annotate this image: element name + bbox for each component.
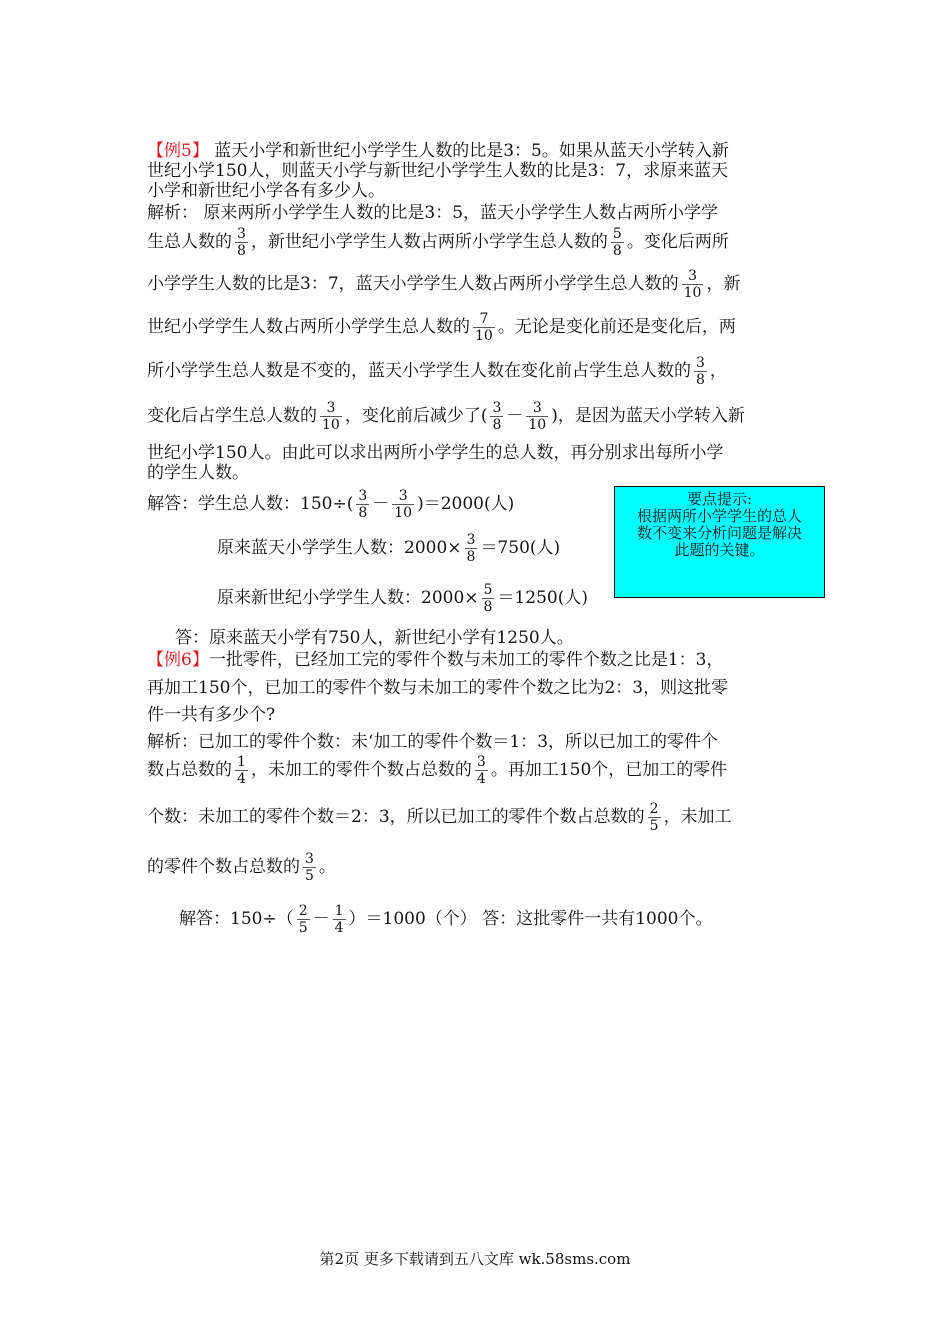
fraction-3-4: $\frac{3}{4}$ xyxy=(476,754,486,788)
ex5-a5-pre: 所小学学生总人数是不变的，蓝天小学学生人数在变化前占学生总人数的 xyxy=(147,361,691,382)
fraction-3-8: $\frac{3}{8}$ xyxy=(696,355,705,389)
fraction-3-10: $\frac{3}{10}$ xyxy=(394,488,413,522)
ex6-solution xyxy=(179,903,712,936)
ex6-analysis-line-2 xyxy=(147,754,727,787)
fraction-2-5: $\frac{2}{5}$ xyxy=(649,801,659,835)
fraction-5-8: $\frac{5}{8}$ xyxy=(612,226,622,260)
ex5-a6-mid: ，变化前后减少了( xyxy=(344,406,488,427)
minus-sign: － xyxy=(312,909,330,930)
ex5-a6-post: )，是因为蓝天小学转入新 xyxy=(551,406,745,427)
ex6-a4-pre: 的零件个数占总数的 xyxy=(147,857,300,878)
minus-sign: － xyxy=(372,494,390,515)
ex6-tag: 【例6】 xyxy=(147,650,209,670)
ex5-s3-post: ＝1250(人) xyxy=(497,588,588,609)
ex5-analysis-line-6 xyxy=(147,400,745,433)
ex5-analysis-line-8: 的学生人数。 xyxy=(147,463,249,483)
fraction-3-8: $\frac{3}{8}$ xyxy=(492,400,502,434)
ex5-s3-pre: 原来新世纪小学学生人数：2000× xyxy=(217,588,479,609)
ex5-s1-post: )＝2000(人) xyxy=(417,494,515,515)
ex5-s2-post: ＝750(人) xyxy=(480,538,561,559)
ex6-a2-mid: ，未加工的零件个数占总数的 xyxy=(250,760,472,781)
ex6-a2-post: 。再加工150个，已加工的零件 xyxy=(490,760,728,781)
fraction-5-8: $\frac{5}{8}$ xyxy=(483,582,493,616)
tip-line-2: 数不变来分析问题是解决 xyxy=(636,524,802,542)
tip-title: 要点提示: xyxy=(686,490,753,508)
fraction-3-10: $\frac{3}{10}$ xyxy=(683,268,702,302)
tip-line-3: 此题的关键。 xyxy=(674,541,765,559)
fraction-3-10: $\frac{3}{10}$ xyxy=(322,400,340,434)
page-footer: 第2页 更多下载请到五八文库 wk.58sms.com xyxy=(319,1250,631,1268)
ex5-question-line-1 xyxy=(147,143,729,160)
ex5-a4-pre: 世纪小学学生人数占两所小学学生总人数的 xyxy=(147,317,470,338)
ex5-analysis-line-4 xyxy=(147,311,736,344)
ex5-analysis-line-5 xyxy=(147,355,727,388)
ex6-analysis-line-3 xyxy=(147,801,732,834)
minus-sign: － xyxy=(506,406,524,427)
ex5-analysis-line-3 xyxy=(147,268,740,301)
ex5-a4-post: 。无论是变化前还是变化后，两 xyxy=(497,317,736,338)
fraction-3-5: $\frac{3}{5}$ xyxy=(305,851,314,885)
ex6-analysis-line-4 xyxy=(147,851,336,884)
ex5-solution-line-2 xyxy=(217,532,560,565)
ex5-tag: 【例5】 xyxy=(147,141,209,161)
ex5-a2-pre: 生总人数的 xyxy=(147,232,232,253)
ex6-s-pre: 解答：150÷（ xyxy=(179,909,294,930)
fraction-3-8: $\frac{3}{8}$ xyxy=(237,226,246,260)
ex5-q1: 蓝天小学和新世纪小学学生人数的比是3：5。如果从蓝天小学转入新 xyxy=(214,141,729,161)
fraction-1-4: $\frac{1}{4}$ xyxy=(334,903,344,937)
ex5-solution-line-1 xyxy=(147,488,514,521)
ex6-a4-post: 。 xyxy=(318,857,336,878)
ex5-a2-mid: ，新世纪小学学生人数占两所小学学生总人数的 xyxy=(250,232,608,253)
ex5-s1-pre: 解答：学生总人数：150÷( xyxy=(147,494,354,515)
ex5-a3-post: ，新 xyxy=(706,274,741,295)
ex5-a6-pre: 变化后占学生总人数的 xyxy=(147,406,317,427)
ex5-a2-post: 。变化后两所 xyxy=(626,232,729,253)
ex6-question-line-2: 再加工150个，已加工的零件个数与未加工的零件个数之比为2：3，则这批零 xyxy=(147,678,729,698)
ex6-question-line-1 xyxy=(147,652,723,669)
ex5-a5-post: ， xyxy=(709,361,727,382)
tip-box xyxy=(614,486,825,598)
ex5-analysis-line-1: 解析： 原来两所小学学生人数的比是3：5，蓝天小学学生人数占两所小学学 xyxy=(147,203,719,223)
fraction-3-8: $\frac{3}{8}$ xyxy=(358,488,368,522)
ex5-s2-pre: 原来蓝天小学学生人数：2000× xyxy=(217,538,462,559)
ex6-analysis-line-1: 解析：已加工的零件个数：未‘加工的零件个数＝1：3，所以已加工的零件个 xyxy=(147,732,719,752)
ex6-a2-pre: 数占总数的 xyxy=(147,760,232,781)
ex6-s-post: ）＝1000（个） 答：这批零件一共有1000个。 xyxy=(348,909,713,930)
ex5-analysis-line-7: 世纪小学150人。由此可以求出两所小学学生的总人数，再分别求出每所小学 xyxy=(147,443,724,463)
ex6-question-line-3: 件一共有多少个? xyxy=(147,705,276,725)
ex6-q1: 一批零件，已经加工完的零件个数与未加工的零件个数之比是1：3， xyxy=(208,650,724,670)
fraction-7-10: $\frac{7}{10}$ xyxy=(475,311,493,345)
ex6-a3-post: ，未加工 xyxy=(663,807,732,828)
tip-line-1: 根据两所小学学生的总人 xyxy=(636,507,802,525)
ex5-analysis-line-2 xyxy=(147,226,729,259)
fraction-3-8: $\frac{3}{8}$ xyxy=(466,532,476,566)
ex5-question-line-3: 小学和新世纪小学各有多少人。 xyxy=(147,181,385,201)
ex5-a3-pre: 小学学生人数的比是3：7，蓝天小学学生人数占两所小学学生总人数的 xyxy=(147,274,679,295)
fraction-1-4: $\frac{1}{4}$ xyxy=(237,754,246,788)
fraction-3-10: $\frac{3}{10}$ xyxy=(528,400,547,434)
ex5-answer: 答：原来蓝天小学有750人，新世纪小学有1250人。 xyxy=(175,628,574,648)
ex5-solution-line-3 xyxy=(217,582,588,615)
fraction-2-5: $\frac{2}{5}$ xyxy=(298,903,308,937)
ex6-a3-pre: 个数：未加工的零件个数＝2：3，所以已加工的零件个数占总数的 xyxy=(147,807,645,828)
ex5-question-line-2: 世纪小学150人，则蓝天小学与新世纪小学学生人数的比是3：7，求原来蓝天 xyxy=(147,161,729,181)
